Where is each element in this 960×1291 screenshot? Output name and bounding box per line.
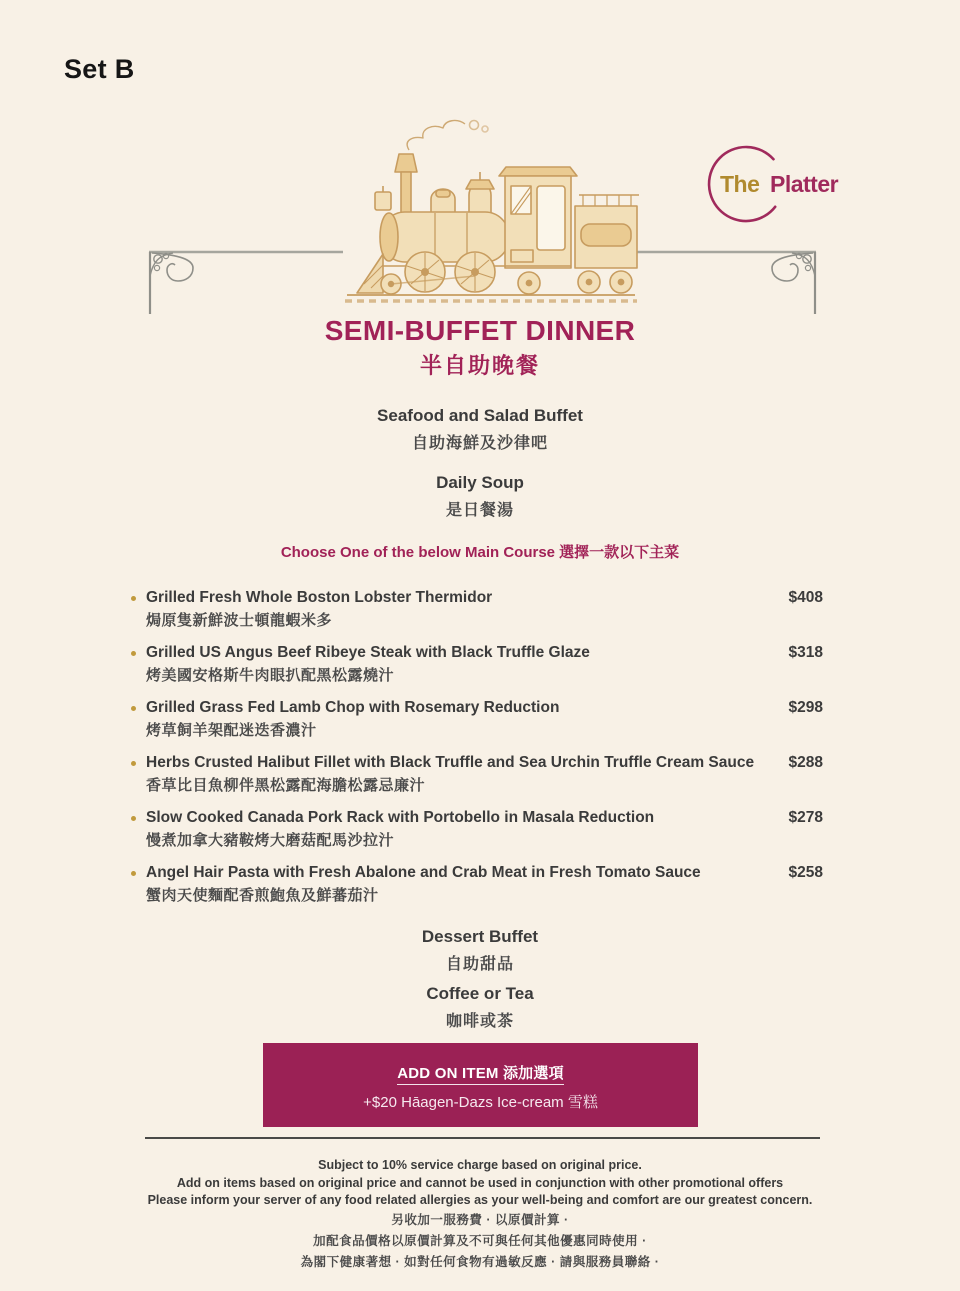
course-name-en: Herbs Crusted Halibut Fillet with Black Truffle and Sea Urchin Truffle Cream Sauce [146,754,755,771]
main-course-row [128,697,823,743]
menu-title-zh: 半自助晚餐 [419,353,540,378]
main-course-row [128,587,823,633]
addon-title: ADD ON ITEM 添加選項 [397,1062,564,1085]
course-name-en: Angel Hair Pasta with Fresh Abalone and Crab Meat in Fresh Tomato Sauce [146,864,701,881]
bullet-icon [131,871,136,876]
main-course-row [128,642,823,688]
addon-banner [263,1043,698,1127]
bullet-icon [131,761,136,766]
footer-line: 另收加一服務費 · 以原價計算 · [391,1213,569,1227]
course-price: $298 [788,699,823,716]
course-price: $278 [788,809,823,826]
footer-line: 加配食品價格以原價計算及不可與任何其他優惠同時使用 · [313,1234,647,1248]
course-name-zh: 焗原隻新鮮波士頓龍蝦米多 [146,612,333,629]
course-price: $288 [788,754,823,771]
section-dessert-buffet-en: Dessert Buffet [421,927,539,946]
main-course-list [128,587,823,917]
section-dessert-buffet-zh: 自助甜品 [445,956,514,973]
course-price: $408 [788,589,823,606]
course-name-zh: 香草比目魚柳伴黑松露配海膽松露忌廉汁 [146,777,426,794]
footer-line: 為閣下健康著想 · 如對任何食物有過敏反應 · 請與服務員聯絡 · [300,1255,660,1269]
steam-train-icon [333,116,645,314]
main-course-row [128,752,823,798]
course-name-en: Grilled US Angus Beef Ribeye Steak with Black Truffle Glaze [146,644,590,661]
addon-item: +$20 Hāagen-Dazs Ice-cream 雪糕 [363,1094,598,1111]
course-name-zh: 烤草飼羊架配迷迭香濃汁 [146,722,317,739]
section-coffee-tea-zh: 咖啡或茶 [445,1013,514,1030]
brand-logo [700,138,930,230]
course-price: $258 [788,864,823,881]
footer-notes-en [0,1157,960,1210]
choose-main-course-note: Choose One of the below Main Course 選擇一款以下主菜 [280,544,680,561]
bullet-icon [131,706,136,711]
course-name-en: Slow Cooked Canada Pork Rack with Portobello in Masala Reduction [146,809,655,826]
course-name-en: Grilled Grass Fed Lamb Chop with Rosemary Reduction [146,699,560,716]
main-course-row [128,862,823,908]
section-seafood-buffet-en: Seafood and Salad Buffet [377,406,583,425]
course-name-zh: 烤美國安格斯牛肉眼扒配黑松露燒汁 [146,667,395,684]
bullet-icon [131,651,136,656]
section-coffee-tea-en: Coffee or Tea [426,984,534,1003]
section-seafood-buffet-zh: 自助海鮮及沙律吧 [411,435,548,452]
main-course-row [128,807,823,853]
course-name-zh: 蟹肉天使麵配香煎鮑魚及鮮蕃茄汁 [146,887,379,904]
footer-divider [145,1137,820,1139]
section-daily-soup-zh: 是日餐湯 [445,502,514,519]
menu-title-en: SEMI-BUFFET DINNER [324,315,636,346]
footer-line: Add on items based on original price and cannot be used in conjunction with other promotional offers [176,1175,784,1190]
course-name-zh: 慢煮加拿大豬鞍烤大磨菇配馬沙拉汁 [146,832,395,849]
footer-line: Please inform your server of any food related allergies as your well-being and comfort are our greatest concern. [147,1193,813,1207]
section-daily-soup-en: Daily Soup [436,473,524,492]
footer-line: Subject to 10% service charge based on original price. [318,1158,642,1172]
footer-notes-zh [0,1210,960,1273]
course-name-en: Grilled Fresh Whole Boston Lobster Thermidor [146,589,493,606]
bullet-icon [131,596,136,601]
course-price: $318 [788,644,823,661]
bullet-icon [131,816,136,821]
logo-word-platter: Platter [770,171,839,197]
set-label: Set B [64,54,135,84]
logo-word-the: The [720,171,760,197]
